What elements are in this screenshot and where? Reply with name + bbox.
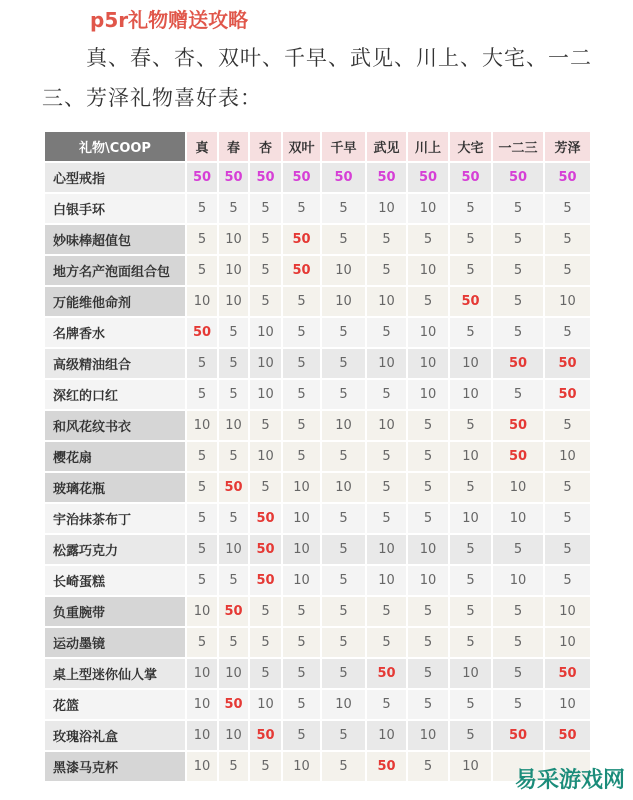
column-header: 千早 bbox=[322, 132, 365, 161]
preference-value: 10 bbox=[367, 349, 406, 378]
table-row bbox=[45, 597, 590, 626]
gift-name: 名牌香水 bbox=[45, 318, 185, 347]
preference-value: 5 bbox=[187, 194, 217, 223]
preference-value: 10 bbox=[545, 287, 590, 316]
preference-value: 5 bbox=[450, 721, 491, 750]
preference-value: 50 bbox=[450, 287, 491, 316]
preference-value: 10 bbox=[367, 411, 406, 440]
preference-value: 50 bbox=[219, 473, 248, 502]
preference-value: 5 bbox=[545, 318, 590, 347]
preference-value: 10 bbox=[219, 256, 248, 285]
table-row bbox=[45, 163, 590, 192]
preference-value: 10 bbox=[219, 721, 248, 750]
preference-value: 5 bbox=[450, 473, 491, 502]
preference-value: 50 bbox=[493, 411, 543, 440]
preference-value: 5 bbox=[250, 628, 281, 657]
preference-value: 5 bbox=[283, 659, 320, 688]
preference-value: 5 bbox=[408, 442, 448, 471]
gift-name: 万能维他命剂 bbox=[45, 287, 185, 316]
preference-value: 5 bbox=[408, 504, 448, 533]
preference-value: 10 bbox=[545, 690, 590, 719]
preference-value: 5 bbox=[367, 504, 406, 533]
preference-value: 10 bbox=[367, 535, 406, 564]
preference-value: 50 bbox=[545, 659, 590, 688]
preference-value: 5 bbox=[322, 659, 365, 688]
preference-value: 50 bbox=[187, 318, 217, 347]
gift-name: 高级精油组合 bbox=[45, 349, 185, 378]
preference-value: 10 bbox=[450, 380, 491, 409]
preference-value: 5 bbox=[493, 194, 543, 223]
preference-value: 5 bbox=[219, 318, 248, 347]
preference-value: 5 bbox=[283, 442, 320, 471]
preference-value: 5 bbox=[450, 628, 491, 657]
gift-name: 妙味棒超值包 bbox=[45, 225, 185, 254]
column-header: 双叶 bbox=[283, 132, 320, 161]
preference-value: 10 bbox=[408, 256, 448, 285]
column-header: 春 bbox=[219, 132, 248, 161]
preference-value: 50 bbox=[250, 566, 281, 595]
preference-value: 50 bbox=[219, 163, 248, 192]
gift-name: 樱花扇 bbox=[45, 442, 185, 471]
preference-value: 5 bbox=[283, 597, 320, 626]
preference-value: 5 bbox=[493, 535, 543, 564]
table-row bbox=[45, 473, 590, 502]
table-row bbox=[45, 442, 590, 471]
preference-value: 5 bbox=[408, 473, 448, 502]
gift-name: 地方名产泡面组合包 bbox=[45, 256, 185, 285]
table-row bbox=[45, 721, 590, 750]
preference-value: 50 bbox=[493, 163, 543, 192]
gift-name: 白银手环 bbox=[45, 194, 185, 223]
table-row bbox=[45, 225, 590, 254]
preference-value: 10 bbox=[450, 349, 491, 378]
preference-value: 50 bbox=[545, 349, 590, 378]
preference-value: 5 bbox=[322, 535, 365, 564]
preference-value: 5 bbox=[493, 659, 543, 688]
preference-value: 5 bbox=[493, 628, 543, 657]
preference-value: 50 bbox=[322, 163, 365, 192]
column-header: 杏 bbox=[250, 132, 281, 161]
preference-value: 5 bbox=[187, 380, 217, 409]
preference-value: 10 bbox=[408, 194, 448, 223]
preference-value: 10 bbox=[219, 287, 248, 316]
preference-value: 5 bbox=[322, 318, 365, 347]
table-row bbox=[45, 535, 590, 564]
preference-value: 10 bbox=[493, 566, 543, 595]
preference-value: 10 bbox=[187, 597, 217, 626]
preference-value: 5 bbox=[367, 225, 406, 254]
preference-value: 5 bbox=[545, 256, 590, 285]
preference-value: 5 bbox=[187, 442, 217, 471]
preference-value: 5 bbox=[367, 256, 406, 285]
preference-value: 5 bbox=[250, 659, 281, 688]
table-row bbox=[45, 628, 590, 657]
preference-value: 5 bbox=[322, 194, 365, 223]
preference-value: 10 bbox=[408, 535, 448, 564]
preference-value: 10 bbox=[367, 287, 406, 316]
preference-value: 50 bbox=[283, 256, 320, 285]
preference-value: 10 bbox=[450, 752, 491, 781]
gift-name: 玫瑰浴礼盒 bbox=[45, 721, 185, 750]
preference-value: 5 bbox=[545, 566, 590, 595]
preference-value: 50 bbox=[219, 690, 248, 719]
table-row bbox=[45, 287, 590, 316]
gift-name: 和风花纹书衣 bbox=[45, 411, 185, 440]
preference-value: 5 bbox=[493, 597, 543, 626]
table-row bbox=[45, 566, 590, 595]
preference-value: 10 bbox=[545, 597, 590, 626]
table-row bbox=[45, 194, 590, 223]
preference-value: 5 bbox=[283, 690, 320, 719]
preference-value: 10 bbox=[545, 628, 590, 657]
preference-value: 5 bbox=[322, 628, 365, 657]
preference-value: 10 bbox=[408, 380, 448, 409]
preference-value: 5 bbox=[283, 349, 320, 378]
preference-value: 10 bbox=[283, 752, 320, 781]
table-row bbox=[45, 318, 590, 347]
preference-value: 5 bbox=[250, 225, 281, 254]
preference-value: 10 bbox=[283, 473, 320, 502]
preference-value: 5 bbox=[283, 194, 320, 223]
preference-value: 5 bbox=[367, 473, 406, 502]
preference-value: 50 bbox=[367, 163, 406, 192]
preference-value: 5 bbox=[545, 411, 590, 440]
preference-value: 5 bbox=[219, 349, 248, 378]
table-header-row bbox=[45, 132, 590, 161]
preference-value: 10 bbox=[367, 194, 406, 223]
preference-value: 10 bbox=[283, 535, 320, 564]
preference-value: 5 bbox=[322, 597, 365, 626]
preference-value: 5 bbox=[367, 380, 406, 409]
preference-value: 10 bbox=[493, 504, 543, 533]
preference-value: 50 bbox=[545, 721, 590, 750]
preference-value: 5 bbox=[187, 566, 217, 595]
preference-value: 10 bbox=[408, 566, 448, 595]
preference-value: 5 bbox=[283, 318, 320, 347]
column-header: 一二三 bbox=[493, 132, 543, 161]
preference-value: 5 bbox=[283, 287, 320, 316]
preference-value: 5 bbox=[187, 256, 217, 285]
preference-value: 5 bbox=[408, 411, 448, 440]
preference-value: 10 bbox=[322, 690, 365, 719]
preference-value: 50 bbox=[408, 163, 448, 192]
corner-header: 礼物\COOP bbox=[45, 132, 185, 161]
table-row bbox=[45, 659, 590, 688]
preference-value: 5 bbox=[493, 380, 543, 409]
preference-value: 10 bbox=[408, 318, 448, 347]
preference-value: 50 bbox=[250, 504, 281, 533]
preference-value: 5 bbox=[545, 225, 590, 254]
preference-value: 5 bbox=[367, 597, 406, 626]
preference-value: 5 bbox=[283, 380, 320, 409]
preference-value: 5 bbox=[187, 473, 217, 502]
gift-name: 玻璃花瓶 bbox=[45, 473, 185, 502]
preference-value: 5 bbox=[219, 194, 248, 223]
table-row bbox=[45, 256, 590, 285]
preference-value: 10 bbox=[322, 256, 365, 285]
preference-value: 5 bbox=[187, 504, 217, 533]
preference-value: 5 bbox=[367, 442, 406, 471]
preference-value: 50 bbox=[250, 535, 281, 564]
preference-value: 10 bbox=[187, 690, 217, 719]
preference-value: 5 bbox=[408, 225, 448, 254]
preference-value: 5 bbox=[219, 442, 248, 471]
preference-value: 5 bbox=[219, 566, 248, 595]
preference-value: 10 bbox=[493, 473, 543, 502]
table-row bbox=[45, 411, 590, 440]
preference-value: 5 bbox=[408, 597, 448, 626]
preference-value: 50 bbox=[493, 442, 543, 471]
gift-name: 运动墨镜 bbox=[45, 628, 185, 657]
preference-value: 5 bbox=[545, 535, 590, 564]
preference-value: 5 bbox=[450, 597, 491, 626]
preference-value: 5 bbox=[367, 628, 406, 657]
preference-value: 5 bbox=[322, 566, 365, 595]
preference-value: 5 bbox=[450, 411, 491, 440]
preference-value: 10 bbox=[322, 287, 365, 316]
preference-value: 10 bbox=[187, 721, 217, 750]
preference-value: 5 bbox=[322, 349, 365, 378]
preference-value: 5 bbox=[219, 504, 248, 533]
gift-name: 宇治抹茶布丁 bbox=[45, 504, 185, 533]
preference-value: 5 bbox=[408, 752, 448, 781]
table-row bbox=[45, 690, 590, 719]
preference-value: 5 bbox=[250, 256, 281, 285]
preference-value: 50 bbox=[545, 163, 590, 192]
preference-value: 5 bbox=[493, 690, 543, 719]
preference-value: 10 bbox=[219, 411, 248, 440]
preference-value: 10 bbox=[250, 318, 281, 347]
preference-value: 50 bbox=[545, 380, 590, 409]
preference-value: 5 bbox=[283, 721, 320, 750]
preference-value: 5 bbox=[322, 721, 365, 750]
preference-value: 5 bbox=[493, 256, 543, 285]
gift-name: 黑漆马克杯 bbox=[45, 752, 185, 781]
column-header: 真 bbox=[187, 132, 217, 161]
preference-value: 5 bbox=[250, 597, 281, 626]
preference-value: 10 bbox=[219, 535, 248, 564]
preference-value: 5 bbox=[187, 628, 217, 657]
preference-value: 5 bbox=[250, 752, 281, 781]
preference-value: 10 bbox=[367, 566, 406, 595]
preference-value: 5 bbox=[493, 287, 543, 316]
preference-value: 5 bbox=[322, 380, 365, 409]
gift-name: 负重腕带 bbox=[45, 597, 185, 626]
preference-value: 5 bbox=[187, 349, 217, 378]
preference-value: 10 bbox=[322, 473, 365, 502]
gift-preference-table bbox=[43, 130, 592, 783]
preference-value: 5 bbox=[219, 628, 248, 657]
preference-value: 5 bbox=[408, 628, 448, 657]
column-header: 芳泽 bbox=[545, 132, 590, 161]
preference-value: 5 bbox=[187, 535, 217, 564]
preference-value: 50 bbox=[283, 163, 320, 192]
preference-value: 10 bbox=[283, 504, 320, 533]
preference-value: 5 bbox=[493, 318, 543, 347]
preference-value: 5 bbox=[250, 287, 281, 316]
preference-value: 5 bbox=[250, 194, 281, 223]
preference-value: 5 bbox=[450, 225, 491, 254]
preference-value: 10 bbox=[450, 659, 491, 688]
preference-value: 5 bbox=[250, 473, 281, 502]
preference-value: 50 bbox=[219, 597, 248, 626]
preference-value: 10 bbox=[250, 349, 281, 378]
preference-value: 5 bbox=[545, 473, 590, 502]
preference-value: 50 bbox=[367, 752, 406, 781]
preference-value: 5 bbox=[322, 752, 365, 781]
preference-value: 10 bbox=[450, 442, 491, 471]
preference-value: 10 bbox=[322, 411, 365, 440]
preference-value: 5 bbox=[450, 566, 491, 595]
preference-value: 50 bbox=[283, 225, 320, 254]
preference-value: 5 bbox=[367, 318, 406, 347]
preference-value: 5 bbox=[367, 690, 406, 719]
preference-value: 10 bbox=[187, 411, 217, 440]
preference-value: 10 bbox=[250, 690, 281, 719]
preference-value: 5 bbox=[283, 628, 320, 657]
gift-name: 松露巧克力 bbox=[45, 535, 185, 564]
preference-value: 5 bbox=[493, 225, 543, 254]
column-header: 川上 bbox=[408, 132, 448, 161]
preference-value: 50 bbox=[250, 721, 281, 750]
preference-value: 5 bbox=[219, 752, 248, 781]
preference-value: 50 bbox=[450, 163, 491, 192]
preference-value: 50 bbox=[187, 163, 217, 192]
table-row bbox=[45, 349, 590, 378]
watermark-logo: 易采游戏网 bbox=[514, 767, 625, 793]
intro-text: 真、春、杏、双叶、千早、武见、川上、大宅、一二三、芳泽礼物喜好表： bbox=[42, 46, 592, 110]
preference-value: 10 bbox=[187, 287, 217, 316]
gift-name: 长崎蛋糕 bbox=[45, 566, 185, 595]
gift-name: 深红的口红 bbox=[45, 380, 185, 409]
preference-value: 5 bbox=[322, 225, 365, 254]
preference-value: 5 bbox=[408, 287, 448, 316]
preference-value: 10 bbox=[187, 659, 217, 688]
column-header: 武见 bbox=[367, 132, 406, 161]
preference-value: 10 bbox=[283, 566, 320, 595]
preference-value: 10 bbox=[250, 442, 281, 471]
preference-value: 10 bbox=[219, 225, 248, 254]
preference-value: 5 bbox=[545, 194, 590, 223]
preference-value: 10 bbox=[408, 721, 448, 750]
preference-value: 5 bbox=[408, 690, 448, 719]
preference-value: 5 bbox=[250, 411, 281, 440]
article-title: p5r礼物赠送攻略 bbox=[90, 8, 249, 32]
preference-value: 5 bbox=[450, 318, 491, 347]
preference-value: 50 bbox=[493, 721, 543, 750]
preference-value: 5 bbox=[187, 225, 217, 254]
preference-value: 5 bbox=[450, 256, 491, 285]
preference-value: 5 bbox=[322, 442, 365, 471]
preference-value: 5 bbox=[408, 659, 448, 688]
preference-value: 5 bbox=[322, 504, 365, 533]
preference-value: 10 bbox=[450, 504, 491, 533]
column-header: 大宅 bbox=[450, 132, 491, 161]
table-row bbox=[45, 752, 590, 781]
preference-value: 10 bbox=[250, 380, 281, 409]
preference-value: 5 bbox=[545, 504, 590, 533]
table-row bbox=[45, 504, 590, 533]
table-row bbox=[45, 380, 590, 409]
preference-value: 10 bbox=[545, 442, 590, 471]
gift-name: 心型戒指 bbox=[45, 163, 185, 192]
preference-value: 50 bbox=[367, 659, 406, 688]
preference-value: 50 bbox=[493, 349, 543, 378]
preference-value: 5 bbox=[450, 690, 491, 719]
gift-name: 花篮 bbox=[45, 690, 185, 719]
preference-value: 5 bbox=[450, 194, 491, 223]
preference-value: 10 bbox=[367, 721, 406, 750]
preference-value: 10 bbox=[187, 752, 217, 781]
preference-value: 5 bbox=[450, 535, 491, 564]
preference-value: 5 bbox=[219, 380, 248, 409]
gift-name: 桌上型迷你仙人掌 bbox=[45, 659, 185, 688]
preference-value: 10 bbox=[408, 349, 448, 378]
preference-value: 10 bbox=[219, 659, 248, 688]
preference-value: 50 bbox=[250, 163, 281, 192]
preference-value: 5 bbox=[283, 411, 320, 440]
